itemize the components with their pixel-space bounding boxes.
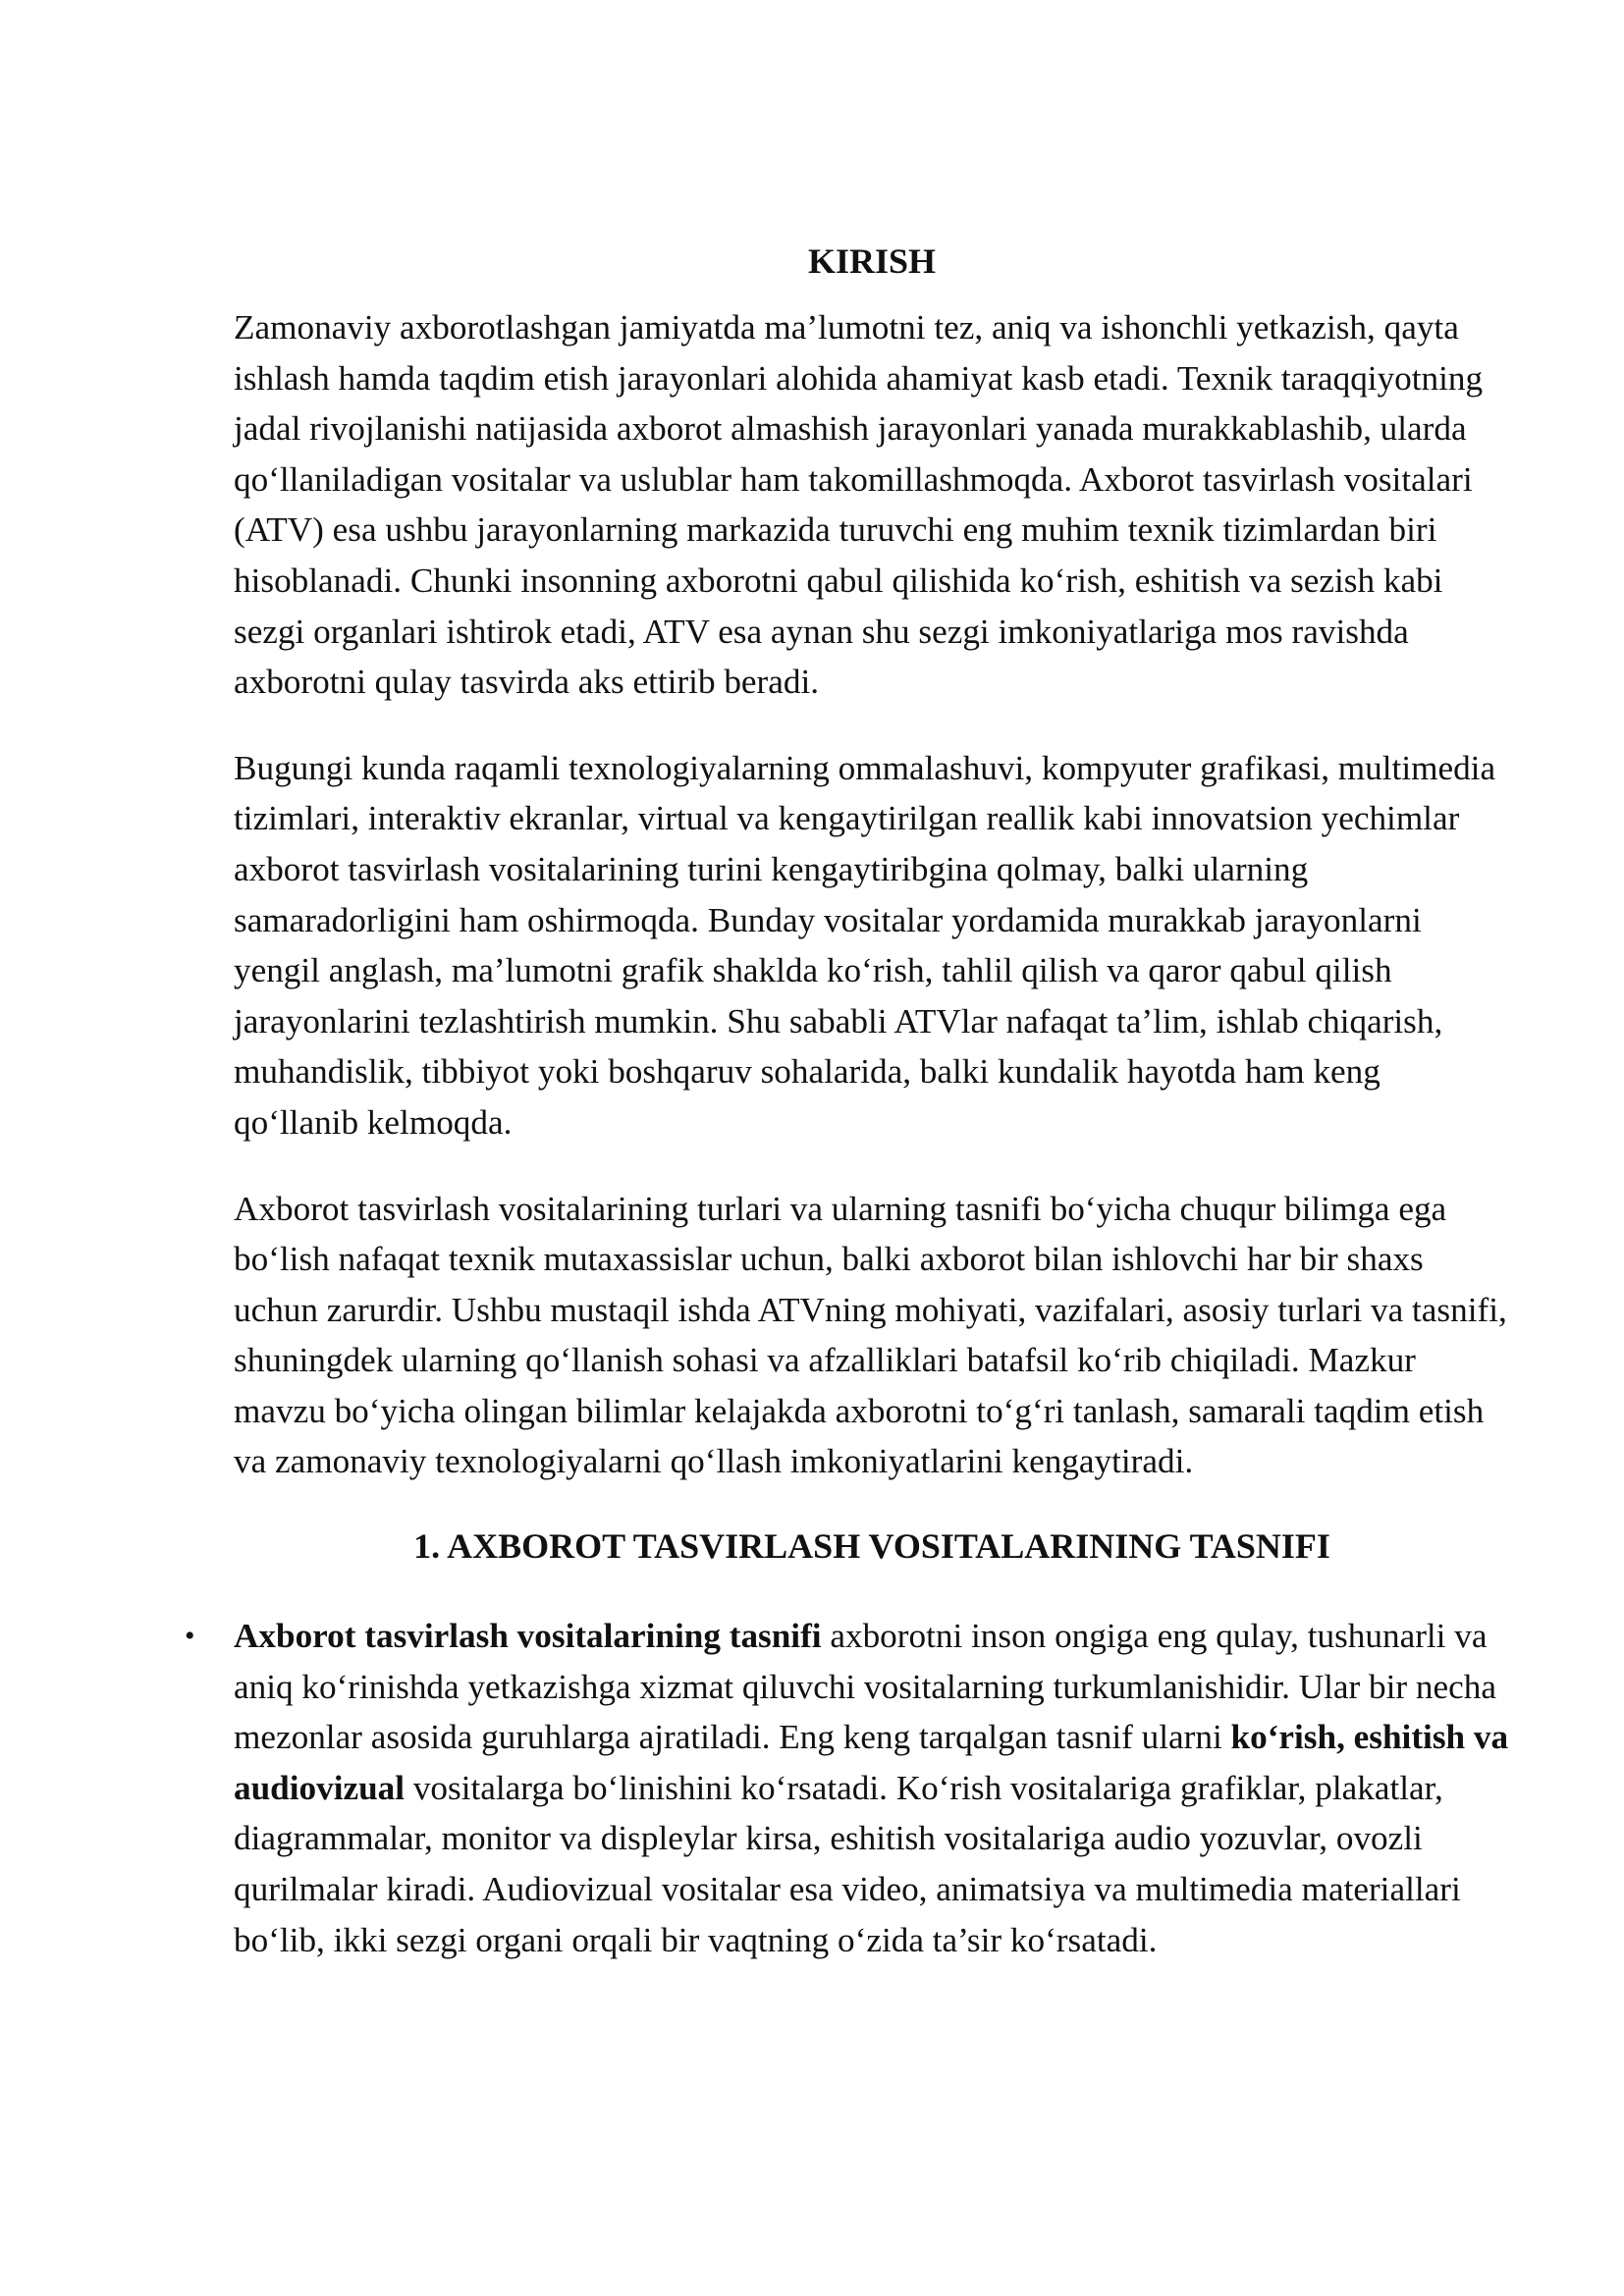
- intro-paragraph-1: Zamonaviy axborotlashgan jamiyatda ma’lumotni tez, aniq va ishonchli yetkazish, qayta ishlash hamda taqdim etish jarayonlari alohida ahamiyat kasb etadi. Texnik taraqqiyotning jadal rivojlanishi natijasida axborot almashish jarayonlari yanada murakkablashib, ularda qo‘llaniladigan vositalar va uslublar ham takomillashmoqda. Axborot tasvirlash vositalari (ATV) esa ushbu jarayonlarning markazida turuvchi eng muhim texnik tizimlardan biri hisoblanadi. Chunki insonning axborotni qabul qilishida ko‘rish, eshitish va sezish kabi sezgi organlari ishtirok etadi, ATV esa aynan shu sezgi imkoniyatlariga mos ravishda axborotni qulay tasvirda aks ettirib beradi.: [234, 308, 1484, 702]
- bullet-text-part-2: vositalarga bo‘linishini ko‘rsatadi. Ko‘rish vositalariga grafiklar, plakatlar, diagrammalar, monitor va displeylar kirsa, eshitish vositalariga audio yozuvlar, ovozli qurilmalar kiradi. Audiovizual vositalar esa video, animatsiya va multimedia materiallari bo‘lib, ikki sezgi organi orqali bir vaqtning o‘zida ta’sir ko‘rsatadi.: [234, 1768, 1461, 1959]
- section-1-bullet-list: [185, 1611, 1510, 1965]
- section-1-heading: 1. AXBOROT TASVIRLASH VOSITALARINING TASNIFI: [413, 1526, 1330, 1567]
- bold-term-classification: Axborot tasvirlash vositalarining tasnifi: [234, 1617, 822, 1656]
- bullet-icon: •: [185, 1620, 195, 1653]
- list-item: [185, 1611, 1510, 1965]
- page-content: [185, 236, 1510, 1965]
- intro-heading: KIRISH: [807, 241, 937, 281]
- intro-paragraph-2: Bugungi kunda raqamli texnologiyalarning ommalashuvi, kompyuter grafikasi, multimedia tizimlari, interaktiv ekranlar, virtual va kengaytirilgan reallik kabi innovatsion yechimlar axborot tasvirlash vositalarining turini kengaytiribgina qolmay, balki ularning samaradorligini ham oshirmoqda. Bunday vositalar yordamida murakkab jarayonlarni yengil anglash, ma’lumotni grafik shaklda ko‘rish, tahlil qilish va qaror qabul qilish jarayonlarini tezlashtirish mumkin. Shu sababli ATVlar nafaqat ta’lim, ishlab chiqarish, muhandislik, tibbiyot yoki boshqaruv sohalarida, balki kundalik hayotda ham keng qo‘llanib kelmoqda.: [234, 748, 1496, 1142]
- intro-paragraph-3: Axborot tasvirlash vositalarining turlari va ularning tasnifi bo‘yicha chuqur bilimga ega bo‘lish nafaqat texnik mutaxassislar uchun, balki axborot bilan ishlovchi har bir shaxs uchun zarurdir. Ushbu mustaqil ishda ATVning mohiyati, vazifalari, asosiy turlari va tasnifi, shuningdek ularning qo‘llanish sohasi va afzalliklari batafsil ko‘rib chiqiladi. Mazkur mavzu bo‘yicha olingan bilimlar kelajakda axborotni to‘g‘ri tanlash, samarali taqdim etish va zamonaviy texnologiyalarni qo‘llash imkoniyatlarini kengaytiradi.: [234, 1189, 1507, 1481]
- bullet-text-part-1: axborotni inson ongiga eng qulay, tushunarli va aniq ko‘rinishda yetkazishga xizmat qiluvchi vositalarning turkumlanishidir. Ular bir necha mezonlar asosida guruhlarga ajratiladi. Eng keng tarqalgan tasnif ularni: [234, 1617, 1496, 1757]
- bold-term-categories: ko‘rish, eshitish va audiovizual: [234, 1718, 1509, 1807]
